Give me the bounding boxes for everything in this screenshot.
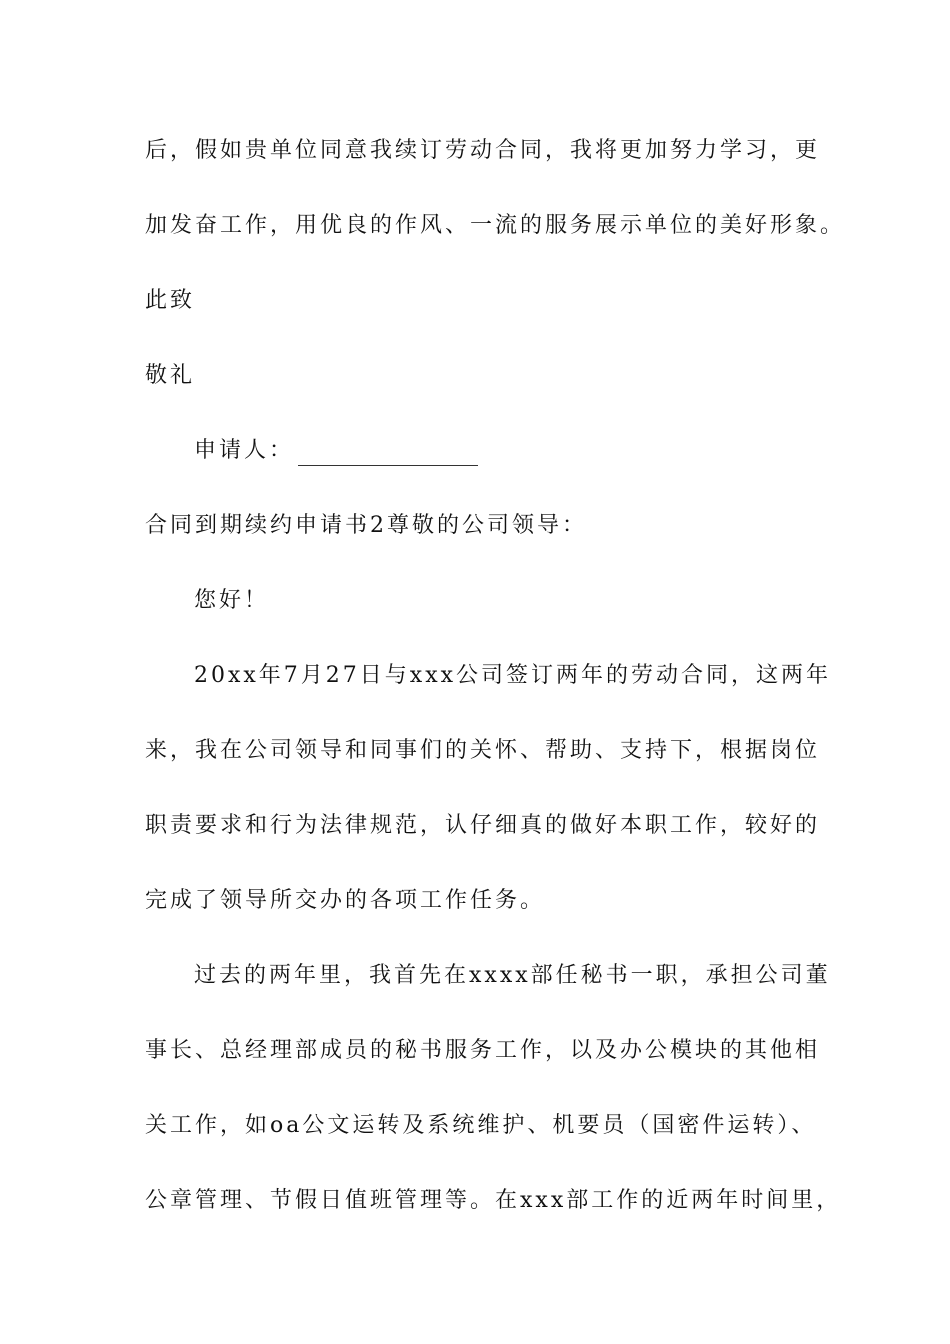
paragraph-line: 20xx年7月27日与xxx公司签订两年的劳动合同，这两年 <box>194 663 832 688</box>
applicant-line <box>194 436 478 466</box>
signature-blank <box>298 445 478 466</box>
paragraph-line: 过去的两年里，我首先在xxxx部任秘书一职，承担公司董 <box>194 963 831 988</box>
paragraph-line: 后，假如贵单位同意我续订劳动合同，我将更加努力学习，更 <box>145 138 821 163</box>
paragraph-line: 完成了领导所交办的各项工作任务。 <box>145 888 546 913</box>
closing-line: 此致 <box>145 288 196 313</box>
paragraph-line: 加发奋工作，用优良的作风、一流的服务展示单位的美好形象。 <box>145 213 846 238</box>
applicant-label: 申请人： <box>194 438 295 463</box>
paragraph-line: 职责要求和行为法律规范，认仔细真的做好本职工作，较好的 <box>145 813 821 838</box>
paragraph-line: 关工作，如oa公文运转及系统维护、机要员（国密件运转）、 <box>145 1113 817 1138</box>
paragraph-line: 事长、总经理部成员的秘书服务工作，以及办公模块的其他相 <box>145 1038 821 1063</box>
paragraph-line: 公章管理、节假日值班管理等。在xxx部工作的近两年时间里， <box>145 1188 842 1213</box>
greeting-line: 您好！ <box>194 588 270 613</box>
section-heading: 合同到期续约申请书2尊敬的公司领导： <box>145 513 587 538</box>
paragraph-line: 来，我在公司领导和同事们的关怀、帮助、支持下，根据岗位 <box>145 738 821 763</box>
salutation-line: 敬礼 <box>145 363 196 388</box>
